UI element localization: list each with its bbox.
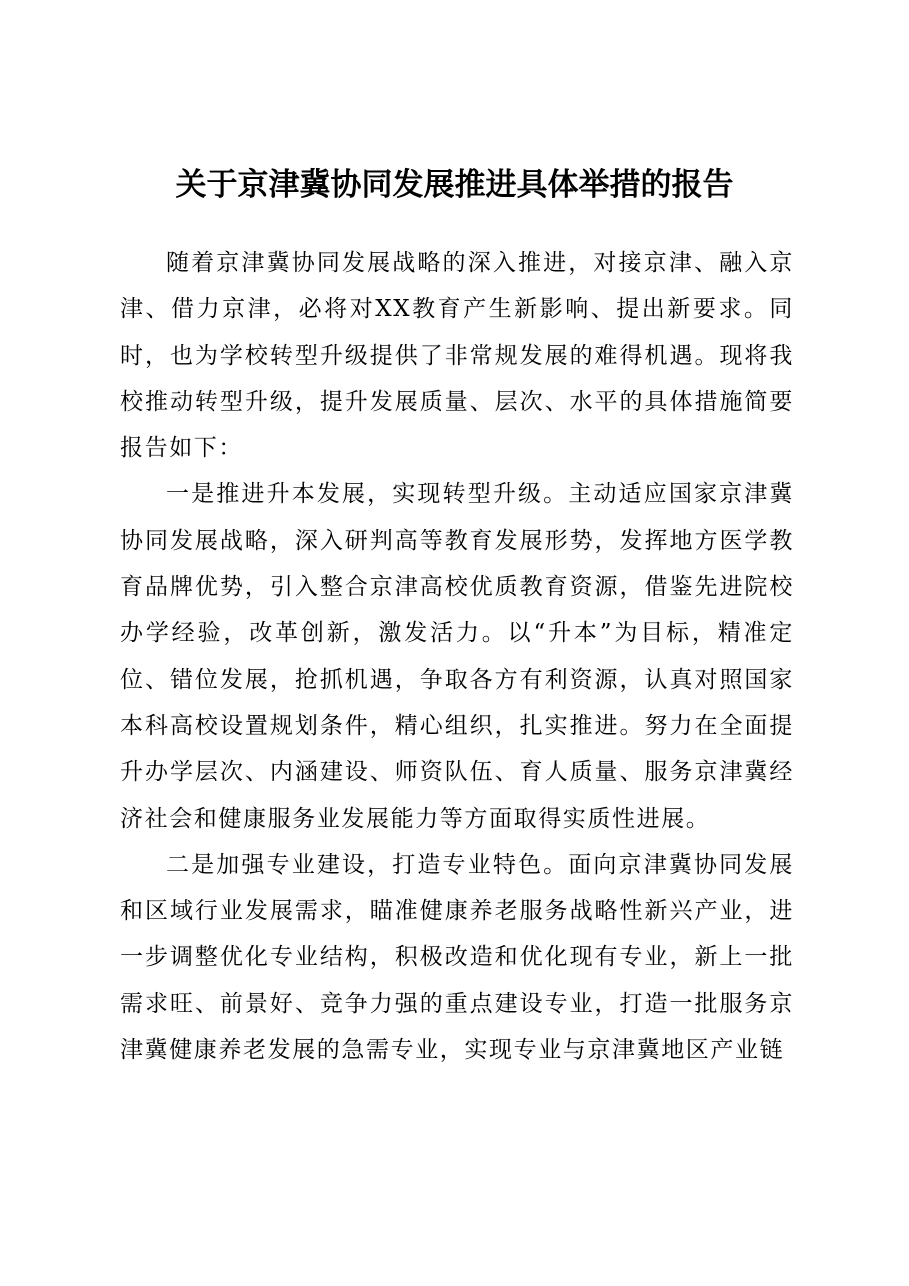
document-body: [120, 240, 794, 1073]
paragraph-intro: 随着京津冀协同发展战略的深入推进，对接京津、融入京津、借力京津，必将对XX教育产生新影响、提出新要求。同时，也为学校转型升级提供了非常规发展的难得机遇。现将我校推动转型升级，提升发展质量、层次、水平的具体措施简要报告如下：: [120, 250, 794, 462]
paragraph-upgrade: 一是推进升本发展，实现转型升级。主动适应国家京津冀协同发展战略，深入研判高等教育发展形势，发挥地方医学教育品牌优势，引入整合京津高校优质教育资源，借鉴先进院校办学经验，改革创新，激发活力。以“升本”为目标，精准定位、错位发展，抢抓机遇，争取各方有利资源，认真对照国家本科高校设置规划条件，精心组织，扎实推进。努力在全面提升办学层次、内涵建设、师资队伍、育人质量、服务京津冀经济社会和健康服务业发展能力等方面取得实质性进展。: [120, 481, 794, 832]
document-title: 关于京津冀协同发展推进具体举措的报告: [175, 167, 734, 203]
paragraph-discipline: 二是加强专业建设，打造专业特色。面向京津冀协同发展和区域行业发展需求，瞄准健康养老服务战略性新兴产业，进一步调整优化专业结构，积极改造和优化现有专业，新上一批需求旺、前景好、竞争力强的重点建设专业，打造一批服务京津冀健康养老发展的急需专业，实现专业与京津冀地区产业链: [120, 851, 794, 1064]
